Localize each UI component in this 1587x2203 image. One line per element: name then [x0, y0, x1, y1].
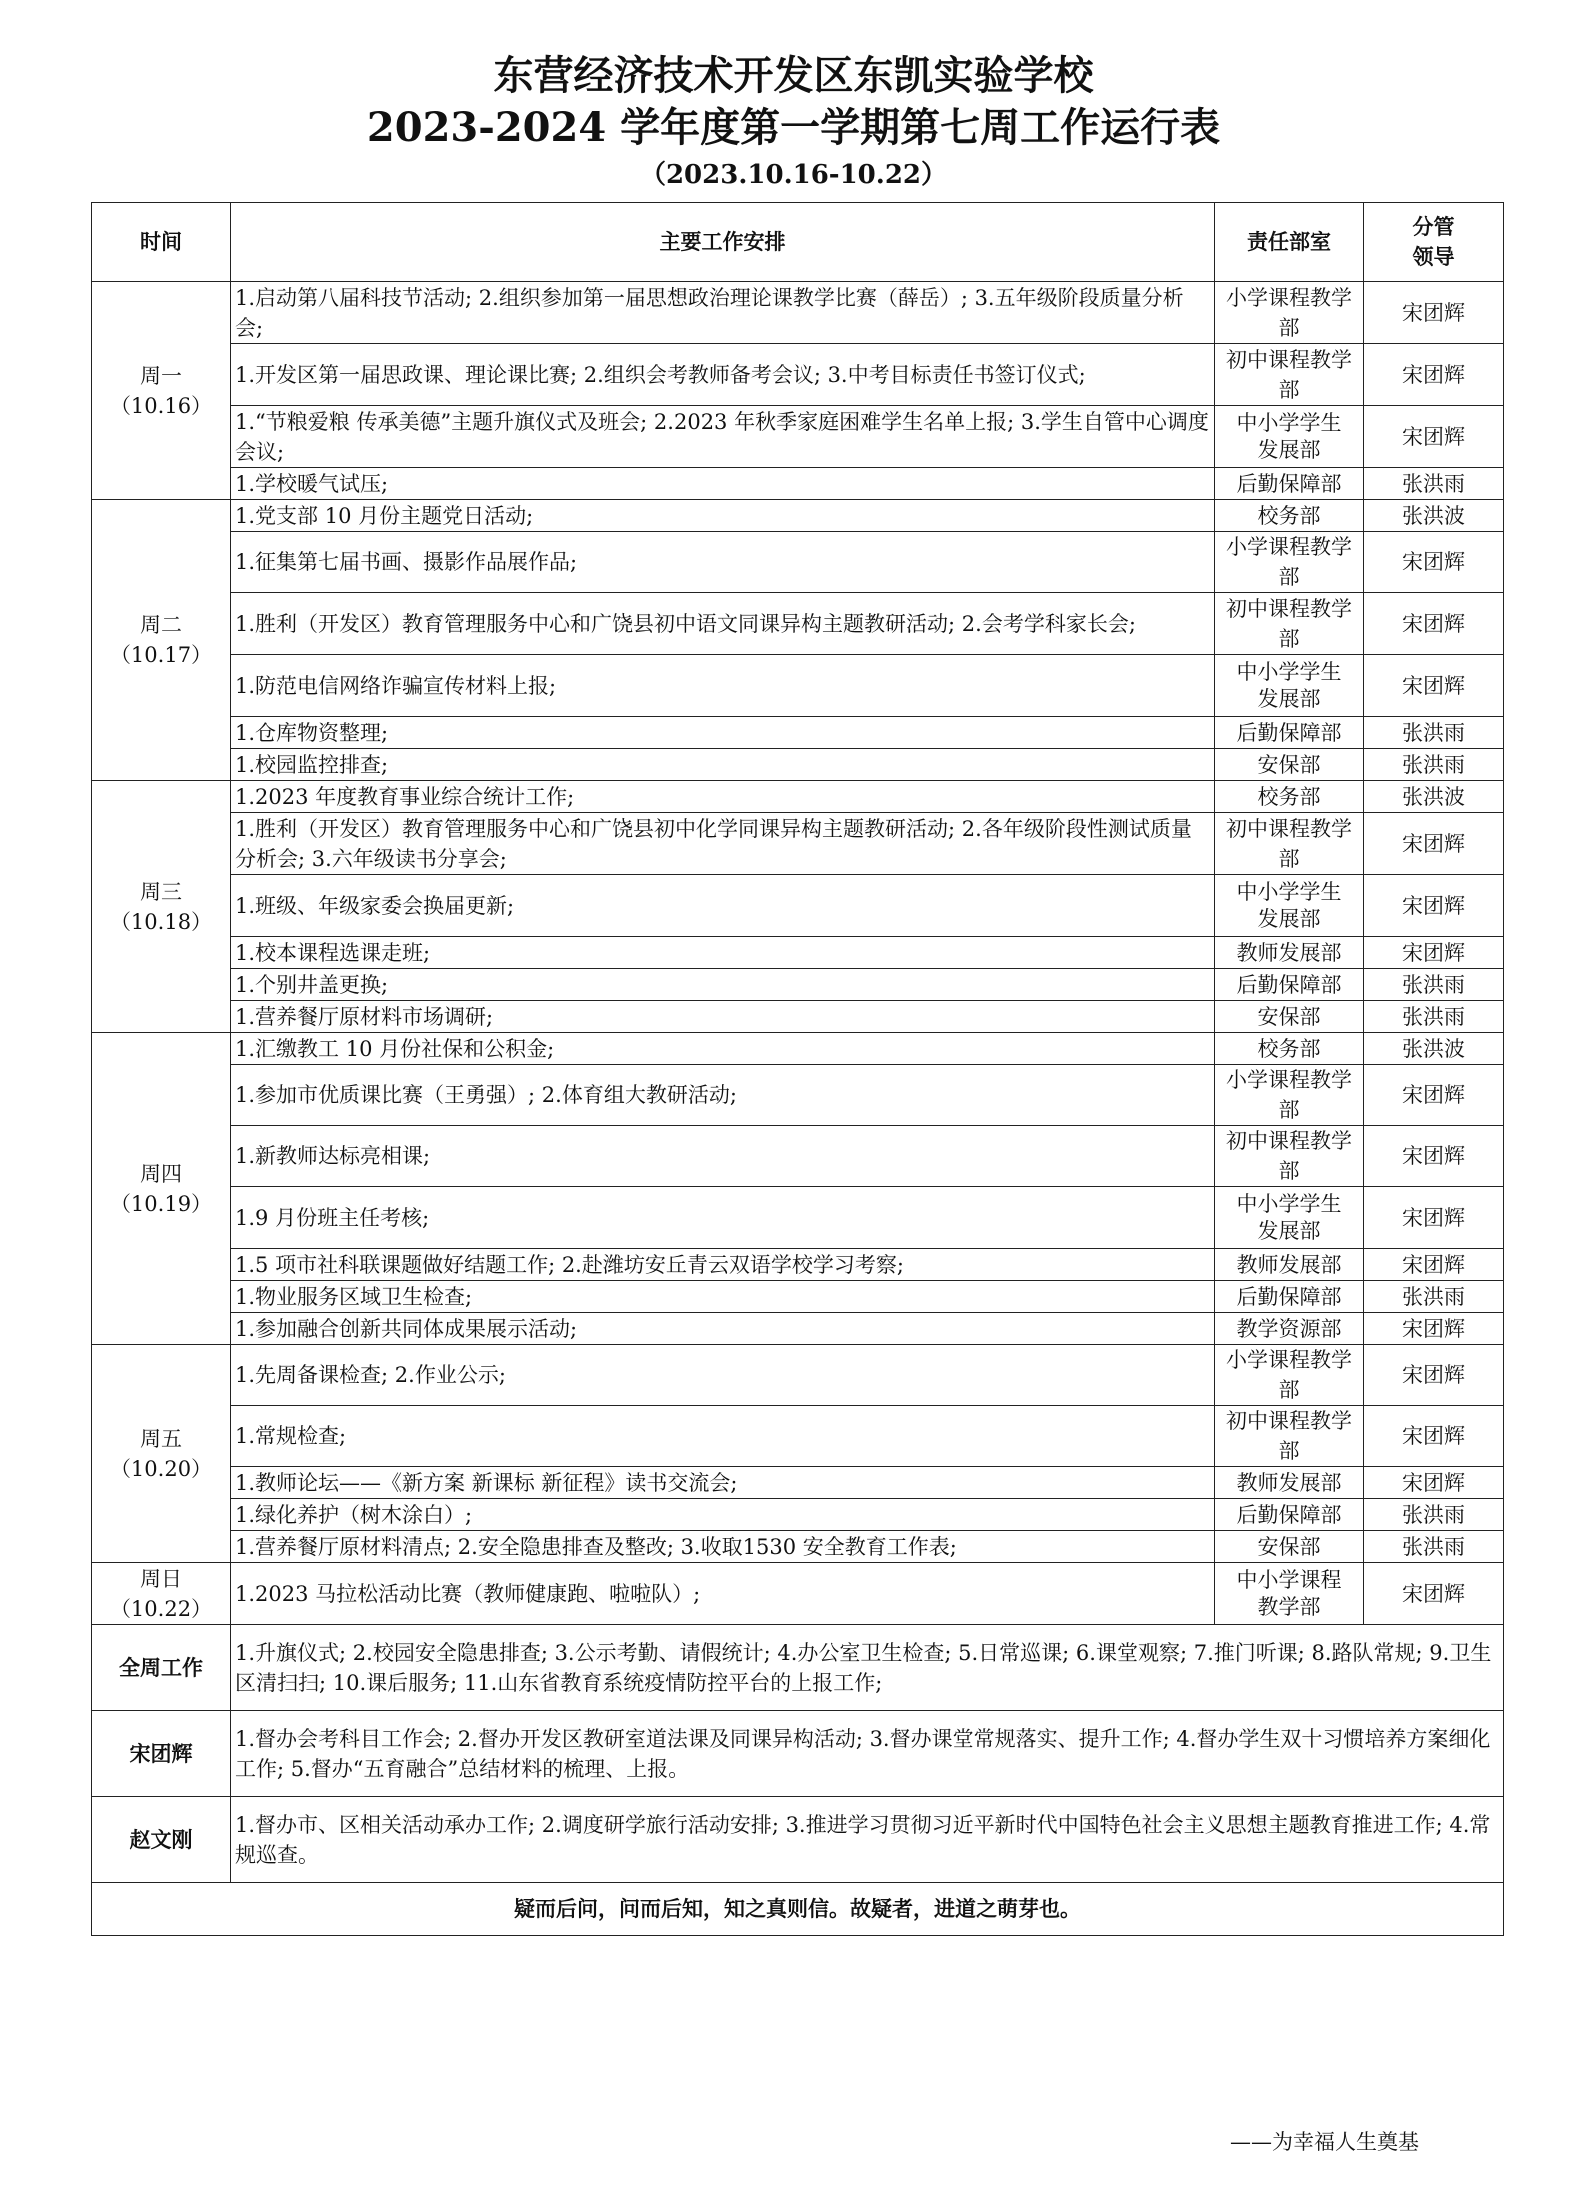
task-cell: 1.物业服务区域卫生检查;	[231, 1281, 1215, 1313]
leader-cell: 宋团辉	[1364, 593, 1504, 655]
leader-cell: 张洪雨	[1364, 1001, 1504, 1033]
dept-cell: 教师发展部	[1215, 937, 1364, 969]
day-name: 周五	[140, 1426, 182, 1451]
day-date: （10.20）	[109, 1456, 213, 1481]
dept-cell: 中小学学生 发展部	[1215, 406, 1364, 468]
task-cell: 1.仓库物资整理;	[231, 717, 1215, 749]
table-row	[92, 937, 1504, 969]
dept-cell: 中小学学生 发展部	[1215, 875, 1364, 937]
dept-cell: 校务部	[1215, 500, 1364, 532]
day-cell	[92, 1033, 231, 1345]
table-row	[92, 1281, 1504, 1313]
dept-cell: 初中课程教学部	[1215, 1126, 1364, 1187]
schedule-table	[91, 202, 1504, 1936]
dept-cell: 小学课程教学部	[1215, 1065, 1364, 1126]
col-header-leader-line1: 分管	[1412, 215, 1455, 239]
table-row	[92, 875, 1504, 937]
dept-cell: 小学课程教学部	[1215, 532, 1364, 593]
day-cell	[92, 282, 231, 500]
task-cell: 1.“节粮爱粮 传承美德”主题升旗仪式及班会; 2.2023 年秋季家庭困难学生名单上报; 3.学生自管中心调度会议;	[231, 406, 1215, 468]
leader-cell: 宋团辉	[1364, 1563, 1504, 1625]
table-row	[92, 1563, 1504, 1625]
task-cell: 1.学校暖气试压;	[231, 468, 1215, 500]
table-row	[92, 344, 1504, 406]
leader-cell: 张洪雨	[1364, 717, 1504, 749]
task-cell: 1.参加市优质课比赛（王勇强）; 2.体育组大教研活动;	[231, 1065, 1215, 1126]
dept-cell: 小学课程教学部	[1215, 282, 1364, 344]
day-cell	[92, 781, 231, 1033]
dept-cell: 后勤保障部	[1215, 1281, 1364, 1313]
table-row	[92, 500, 1504, 532]
dept-cell: 中小学学生 发展部	[1215, 655, 1364, 717]
summary-label: 全周工作	[92, 1625, 231, 1711]
summary-row	[92, 1711, 1504, 1797]
task-cell: 1.征集第七届书画、摄影作品展作品;	[231, 532, 1215, 593]
summary-text: 1.升旗仪式; 2.校园安全隐患排查; 3.公示考勤、请假统计; 4.办公室卫生检查; 5.日常巡课; 6.课堂观察; 7.推门听课; 8.路队常规; 9.卫生区清扫扫; 10.课后服务; 11.山东省教育系统疫情防控平台的上报工作;	[231, 1625, 1504, 1711]
col-header-time: 时间	[92, 203, 231, 282]
day-cell	[92, 1345, 231, 1563]
day-name: 周三	[140, 879, 182, 904]
dept-cell: 后勤保障部	[1215, 1499, 1364, 1531]
task-cell: 1.开发区第一届思政课、理论课比赛; 2.组织会考教师备考会议; 3.中考目标责任书签订仪式;	[231, 344, 1215, 406]
table-row	[92, 1406, 1504, 1467]
leader-cell: 张洪雨	[1364, 969, 1504, 1001]
task-cell: 1.校本课程选课走班;	[231, 937, 1215, 969]
table-row	[92, 1065, 1504, 1126]
task-cell: 1.5 项市社科联课题做好结题工作; 2.赴潍坊安丘青云双语学校学习考察;	[231, 1249, 1215, 1281]
day-name: 周一	[140, 363, 182, 388]
task-cell: 1.胜利（开发区）教育管理服务中心和广饶县初中化学同课异构主题教研活动; 2.各年级阶段性测试质量分析会; 3.六年级读书分享会;	[231, 813, 1215, 875]
leader-cell: 张洪雨	[1364, 749, 1504, 781]
leader-cell: 张洪波	[1364, 781, 1504, 813]
table-row	[92, 282, 1504, 344]
table-row	[92, 1499, 1504, 1531]
task-cell: 1.启动第八届科技节活动; 2.组织参加第一届思想政治理论课教学比赛（薛岳）; 3.五年级阶段质量分析会;	[231, 282, 1215, 344]
leader-cell: 宋团辉	[1364, 532, 1504, 593]
leader-cell: 宋团辉	[1364, 1345, 1504, 1406]
dept-cell: 小学课程教学部	[1215, 1345, 1364, 1406]
table-row	[92, 969, 1504, 1001]
summary-text: 1.督办市、区相关活动承办工作; 2.调度研学旅行活动安排; 3.推进学习贯彻习近平新时代中国特色社会主义思想主题教育推进工作; 4.常规巡查。	[231, 1797, 1504, 1883]
col-header-work: 主要工作安排	[231, 203, 1215, 282]
task-cell: 1.班级、年级家委会换届更新;	[231, 875, 1215, 937]
day-name: 周二	[140, 613, 182, 637]
table-row	[92, 655, 1504, 717]
col-header-dept: 责任部室	[1215, 203, 1364, 282]
task-cell: 1.胜利（开发区）教育管理服务中心和广饶县初中语文同课异构主题教研活动; 2.会考学科家长会;	[231, 593, 1215, 655]
task-cell: 1.2023 年度教育事业综合统计工作;	[231, 781, 1215, 813]
leader-cell: 张洪雨	[1364, 1499, 1504, 1531]
dept-cell: 教师发展部	[1215, 1249, 1364, 1281]
dept-cell: 教学资源部	[1215, 1313, 1364, 1345]
leader-cell: 张洪波	[1364, 500, 1504, 532]
task-cell: 1.参加融合创新共同体成果展示活动;	[231, 1313, 1215, 1345]
dept-cell: 中小学学生 发展部	[1215, 1187, 1364, 1249]
table-row	[92, 1249, 1504, 1281]
summary-label: 赵文刚	[92, 1797, 231, 1883]
summary-row	[92, 1797, 1504, 1883]
task-cell: 1.党支部 10 月份主题党日活动;	[231, 500, 1215, 532]
leader-cell: 张洪雨	[1364, 1281, 1504, 1313]
dept-cell: 中小学课程 教学部	[1215, 1563, 1364, 1625]
motto-text: 疑而后问，问而后知，知之真则信。故疑者，进道之萌芽也。	[92, 1883, 1504, 1936]
dept-cell: 安保部	[1215, 1531, 1364, 1563]
date-range: （2023.10.16-10.22）	[639, 160, 948, 190]
table-row	[92, 593, 1504, 655]
dept-cell: 校务部	[1215, 781, 1364, 813]
table-row	[92, 717, 1504, 749]
leader-cell: 宋团辉	[1364, 344, 1504, 406]
table-header-row	[92, 203, 1504, 282]
day-date: （10.17）	[109, 643, 213, 667]
day-cell	[92, 1563, 231, 1625]
dept-cell: 后勤保障部	[1215, 969, 1364, 1001]
table-row	[92, 781, 1504, 813]
table-row	[92, 1126, 1504, 1187]
task-cell: 1.先周备课检查; 2.作业公示;	[231, 1345, 1215, 1406]
table-row	[92, 406, 1504, 468]
dept-cell: 初中课程教学部	[1215, 344, 1364, 406]
table-row	[92, 813, 1504, 875]
table-row	[92, 1313, 1504, 1345]
school-name: 东营经济技术开发区东凯实验学校	[493, 52, 1094, 99]
leader-cell: 宋团辉	[1364, 813, 1504, 875]
task-cell: 1.9 月份班主任考核;	[231, 1187, 1215, 1249]
leader-cell: 宋团辉	[1364, 1126, 1504, 1187]
leader-cell: 宋团辉	[1364, 406, 1504, 468]
task-cell: 1.个别井盖更换;	[231, 969, 1215, 1001]
task-cell: 1.常规检查;	[231, 1406, 1215, 1467]
leader-cell: 张洪雨	[1364, 1531, 1504, 1563]
summary-text: 1.督办会考科目工作会; 2.督办开发区教研室道法课及同课异构活动; 3.督办课堂常规落实、提升工作; 4.督办学生双十习惯培养方案细化工作; 5.督办“五育融合”总结材料的梳理、上报。	[231, 1711, 1504, 1797]
leader-cell: 宋团辉	[1364, 937, 1504, 969]
leader-cell: 宋团辉	[1364, 875, 1504, 937]
day-date: （10.18）	[109, 909, 213, 934]
dept-cell: 初中课程教学部	[1215, 1406, 1364, 1467]
task-cell: 1.校园监控排查;	[231, 749, 1215, 781]
day-date: （10.22）	[109, 1596, 213, 1621]
dept-cell: 后勤保障部	[1215, 717, 1364, 749]
day-name: 周日	[140, 1566, 182, 1591]
summary-row	[92, 1625, 1504, 1711]
leader-cell: 宋团辉	[1364, 1313, 1504, 1345]
table-row	[92, 532, 1504, 593]
leader-cell: 宋团辉	[1364, 1467, 1504, 1499]
table-row	[92, 749, 1504, 781]
task-cell: 1.新教师达标亮相课;	[231, 1126, 1215, 1187]
motto-row	[92, 1883, 1504, 1936]
leader-cell: 宋团辉	[1364, 282, 1504, 344]
table-row	[92, 1033, 1504, 1065]
table-row	[92, 468, 1504, 500]
task-cell: 1.营养餐厅原材料清点; 2.安全隐患排查及整改; 3.收取1530 安全教育工作表;	[231, 1531, 1215, 1563]
day-date: （10.16）	[109, 393, 213, 418]
leader-cell: 张洪雨	[1364, 468, 1504, 500]
table-row	[92, 1345, 1504, 1406]
leader-cell: 宋团辉	[1364, 655, 1504, 717]
dept-cell: 后勤保障部	[1215, 468, 1364, 500]
task-cell: 1.营养餐厅原材料市场调研;	[231, 1001, 1215, 1033]
table-row	[92, 1001, 1504, 1033]
dept-cell: 安保部	[1215, 749, 1364, 781]
dept-cell: 初中课程教学部	[1215, 813, 1364, 875]
table-row	[92, 1531, 1504, 1563]
leader-cell: 宋团辉	[1364, 1187, 1504, 1249]
dept-cell: 安保部	[1215, 1001, 1364, 1033]
dept-cell: 初中课程教学部	[1215, 593, 1364, 655]
leader-cell: 宋团辉	[1364, 1065, 1504, 1126]
task-cell: 1.汇缴教工 10 月份社保和公积金;	[231, 1033, 1215, 1065]
schedule-title: 2023-2024 学年度第一学期第七周工作运行表	[366, 104, 1221, 151]
dept-cell: 校务部	[1215, 1033, 1364, 1065]
day-cell	[92, 500, 231, 781]
col-header-leader-line2: 领导	[1412, 245, 1455, 269]
task-cell: 1.2023 马拉松活动比赛（教师健康跑、啦啦队）;	[231, 1563, 1215, 1625]
col-header-leader	[1364, 203, 1504, 282]
dept-cell: 教师发展部	[1215, 1467, 1364, 1499]
day-name: 周四	[140, 1161, 182, 1186]
leader-cell: 宋团辉	[1364, 1249, 1504, 1281]
task-cell: 1.防范电信网络诈骗宣传材料上报;	[231, 655, 1215, 717]
table-row	[92, 1187, 1504, 1249]
task-cell: 1.教师论坛——《新方案 新课标 新征程》读书交流会;	[231, 1467, 1215, 1499]
leader-cell: 宋团辉	[1364, 1406, 1504, 1467]
signature: ——为幸福人生奠基	[1230, 2130, 1419, 2154]
task-cell: 1.绿化养护（树木涂白）;	[231, 1499, 1215, 1531]
leader-cell: 张洪波	[1364, 1033, 1504, 1065]
day-date: （10.19）	[109, 1191, 213, 1216]
table-row	[92, 1467, 1504, 1499]
summary-label: 宋团辉	[92, 1711, 231, 1797]
